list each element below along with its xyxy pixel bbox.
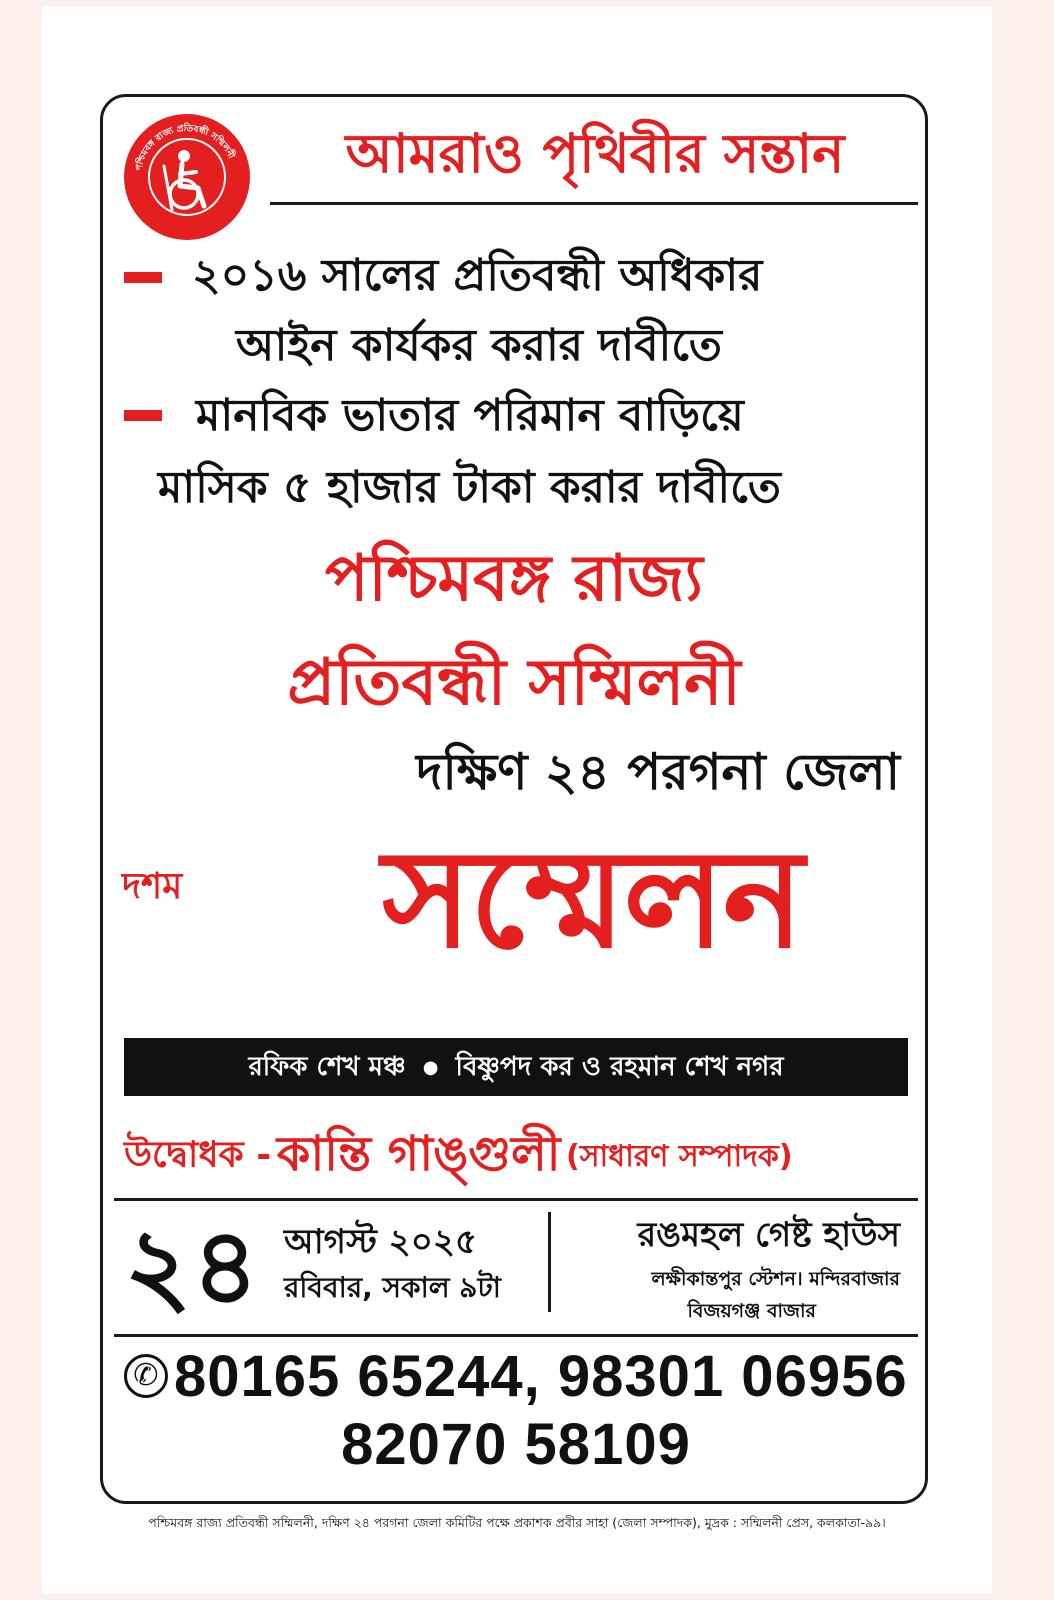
inaugurator-role: (সাধারণ সম্পাদক)	[566, 1139, 793, 1174]
demand-bullet-1	[124, 272, 162, 283]
demand-2-line-1: মানবিক ভাতার পরিমান বাড়িয়ে	[196, 390, 744, 441]
demand-1-line-2: আইন কার্যকর করার দাবীতে	[236, 320, 722, 371]
organization-name-line-1: পশ্চিমবঙ্গ রাজ্য	[325, 542, 703, 616]
contact-section-divider	[114, 1334, 918, 1337]
wheelchair-emblem-icon	[124, 114, 250, 240]
district-name: দক্ষিণ ২৪ পরগনা জেলা	[416, 743, 900, 801]
slogan-heading: আমরাও পৃথিবীর সন্তান	[345, 122, 845, 185]
venue-separator: ●	[422, 1056, 439, 1078]
venue-stage-name: রফিক শেখ মঞ্চ	[248, 1052, 406, 1082]
phone-numbers-line-2: 82070 58109	[341, 1412, 691, 1477]
conference-ordinal: দশম	[122, 866, 183, 907]
demand-1-line-1: ২০১৬ সালের প্রতিবন্ধী অধিকার	[192, 250, 763, 301]
phone-icon: ✆	[124, 1354, 168, 1398]
inaugurator-label: উদ্বোধক -	[124, 1134, 272, 1176]
slogan-divider	[270, 202, 918, 205]
conference-title: সম্মেলন	[382, 821, 802, 979]
date-venue-separator	[548, 1212, 551, 1312]
organization-logo	[124, 114, 250, 240]
location-address-line-1: লক্ষীকান্তপুর স্টেশন। মন্দিরবাজার	[651, 1268, 900, 1290]
inaugurator-name: কান্তি গাঙ্গুলী	[276, 1126, 561, 1182]
logo-ring-text: পশ্চিমবঙ্গ রাজ্য প্রতিবন্ধী সম্মিলনী	[134, 123, 236, 172]
venue-bar	[124, 1038, 908, 1096]
location-name: রঙমহল গেষ্ট হাউস	[637, 1215, 900, 1255]
venue-nagar-name: বিষ্ণুপদ কর ও রহমান শেখ নগর	[455, 1052, 784, 1082]
phone-numbers-line-1: 80165 65244, 98301 06956	[174, 1344, 908, 1409]
event-weekday-time: রবিবার, সকাল ৯টা	[284, 1271, 501, 1304]
demand-2-line-2: মাসিক ৫ হাজার টাকা করার দাবীতে	[158, 462, 781, 513]
location-address-line-2: বিজয়গঞ্জ বাজার	[687, 1300, 816, 1322]
demand-bullet-2	[124, 410, 162, 421]
organization-name-line-2: প্রতিবন্ধী সম্মিলনী	[287, 646, 741, 720]
publisher-footer: পশ্চিমবঙ্গ রাজ্য প্রতিবন্ধী সম্মিলনী, দক্ষিণ ২৪ পরগনা জেলা কমিটির পক্ষে প্রকাশক প্রবীর সাহা (জেলা সম্পাদক), মুদ্রক : সম্মিলনী প্রেস, কলকাতা-৯৯।	[148, 1515, 886, 1530]
date-section-divider	[114, 1198, 918, 1201]
event-day: ২৪	[124, 1205, 260, 1327]
event-month-year: আগস্ট ২০২৫	[284, 1222, 478, 1262]
inaugurator-line	[124, 1118, 924, 1188]
